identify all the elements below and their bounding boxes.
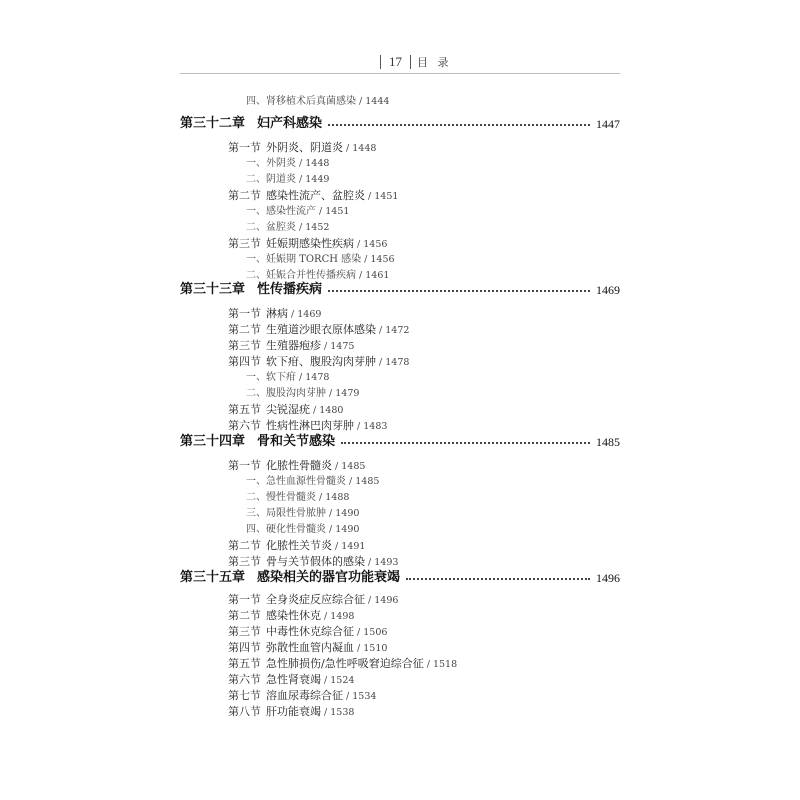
toc-section-entry[interactable]	[228, 322, 409, 339]
toc-subitem-entry[interactable]	[246, 204, 349, 220]
section-page-number: 1496	[374, 595, 399, 606]
toc-section-entry[interactable]	[228, 338, 354, 355]
page-separator: /	[356, 270, 366, 281]
subitem-label: 一、	[246, 372, 266, 383]
toc-subitem-entry[interactable]	[246, 370, 329, 386]
subitem-title: 肾移植术后真菌感染	[266, 96, 356, 107]
toc-subitem-entry[interactable]	[246, 252, 395, 268]
toc-section-entry[interactable]	[228, 140, 376, 157]
chapter-title: 感染相关的器官功能衰竭	[257, 570, 401, 585]
subitem-page-number: 1444	[365, 96, 390, 107]
section-label: 第三节	[228, 625, 261, 638]
subitem-label: 一、	[246, 476, 266, 487]
page-separator: /	[321, 675, 331, 686]
toc-section-entry[interactable]	[228, 624, 387, 641]
toc-subitem-entry[interactable]	[246, 506, 359, 522]
section-label: 第一节	[228, 307, 261, 320]
page-separator: /	[296, 372, 306, 383]
subitem-label: 二、	[246, 270, 266, 281]
page-separator: /	[354, 239, 364, 250]
subitem-label: 二、	[246, 174, 266, 185]
page-separator: /	[376, 325, 386, 336]
subitem-label: 一、	[246, 158, 266, 169]
toc-subitem-entry[interactable]	[246, 474, 379, 490]
page-separator: /	[321, 341, 331, 352]
subitem-title: 感染性流产	[266, 206, 316, 217]
toc-section-entry[interactable]	[228, 656, 457, 673]
subitem-title: 硬化性骨髓炎	[266, 524, 326, 535]
toc-section-entry[interactable]	[228, 306, 321, 323]
section-label: 第二节	[228, 189, 261, 202]
section-label: 第三节	[228, 555, 261, 568]
subitem-title: 妊娠期 TORCH 感染	[266, 254, 362, 265]
subitem-label: 二、	[246, 388, 266, 399]
toc-chapter-entry[interactable]	[180, 434, 620, 450]
toc-section-entry[interactable]	[228, 418, 387, 435]
toc-section-entry[interactable]	[228, 236, 387, 253]
page-separator: /	[343, 691, 353, 702]
section-title: 外阴炎、阴道炎	[266, 141, 343, 154]
toc-section-entry[interactable]	[228, 554, 398, 571]
subitem-title: 急性血源性骨髓炎	[266, 476, 346, 487]
subitem-label: 四、	[246, 96, 266, 107]
page-separator: /	[332, 541, 342, 552]
page-separator: /	[346, 476, 356, 487]
section-page-number: 1472	[385, 325, 410, 336]
section-page-number: 1510	[363, 643, 388, 654]
page-separator: /	[356, 96, 366, 107]
subitem-title: 外阴炎	[266, 158, 296, 169]
toc-section-entry[interactable]	[228, 592, 398, 609]
toc-chapter-entry[interactable]	[180, 282, 620, 298]
toc-section-entry[interactable]	[228, 688, 376, 705]
page-separator: /	[316, 206, 326, 217]
section-title: 化脓性骨髓炎	[266, 459, 332, 472]
chapter-page-number: 1496	[596, 571, 620, 585]
toc-subitem-entry[interactable]	[246, 94, 389, 110]
section-label: 第一节	[228, 593, 261, 606]
section-title: 性病性淋巴肉芽肿	[266, 419, 354, 432]
section-title: 尖锐湿疣	[266, 403, 310, 416]
section-title: 化脓性关节炎	[266, 539, 332, 552]
dot-leader	[406, 578, 590, 580]
section-title: 中毒性休克综合征	[266, 625, 354, 638]
section-page-number: 1475	[330, 341, 355, 352]
subitem-page-number: 1485	[355, 476, 380, 487]
section-page-number: 1485	[341, 461, 366, 472]
dot-leader	[328, 124, 590, 126]
section-page-number: 1456	[363, 239, 388, 250]
section-label: 第六节	[228, 673, 261, 686]
subitem-page-number: 1448	[305, 158, 330, 169]
subitem-page-number: 1456	[370, 254, 395, 265]
subitem-title: 腹股沟肉芽肿	[266, 388, 326, 399]
toc-section-entry[interactable]	[228, 458, 365, 475]
page-separator: /	[288, 309, 298, 320]
subitem-label: 二、	[246, 492, 266, 503]
section-page-number: 1448	[352, 143, 377, 154]
toc-section-entry[interactable]	[228, 672, 354, 689]
section-label: 第二节	[228, 609, 261, 622]
subitem-page-number: 1461	[365, 270, 390, 281]
subitem-label: 一、	[246, 206, 266, 217]
toc-subitem-entry[interactable]	[246, 490, 349, 506]
section-label: 第七节	[228, 689, 261, 702]
page-number: 17	[389, 54, 402, 69]
toc-section-entry[interactable]	[228, 704, 354, 721]
subitem-page-number: 1452	[305, 222, 330, 233]
section-title: 软下疳、腹股沟肉芽肿	[266, 355, 376, 368]
section-page-number: 1493	[374, 557, 399, 568]
chapter-label: 第三十四章	[180, 434, 246, 449]
toc-section-entry[interactable]	[228, 354, 409, 371]
section-title: 溶血尿毒综合征	[266, 689, 343, 702]
page-separator: /	[326, 388, 336, 399]
subitem-title: 阴道炎	[266, 174, 296, 185]
section-label: 第二节	[228, 323, 261, 336]
chapter-page-number: 1485	[596, 435, 620, 449]
subitem-label: 一、	[246, 254, 266, 265]
section-title: 生殖器疱疹	[266, 339, 321, 352]
page-separator: /	[321, 611, 331, 622]
page-separator: /	[296, 174, 306, 185]
section-title: 急性肾衰竭	[266, 673, 321, 686]
page-separator: /	[326, 508, 336, 519]
section-label: 第三节	[228, 339, 261, 352]
subitem-page-number: 1490	[335, 508, 360, 519]
toc-section-entry[interactable]	[228, 188, 398, 205]
subitem-title: 盆腔炎	[266, 222, 296, 233]
section-label: 第四节	[228, 641, 261, 654]
page-separator: /	[365, 595, 375, 606]
subitem-label: 四、	[246, 524, 266, 535]
page-separator: /	[376, 357, 386, 368]
section-page-number: 1498	[330, 611, 355, 622]
section-title: 生殖道沙眼衣原体感染	[266, 323, 376, 336]
toc-section-entry[interactable]	[228, 640, 387, 657]
section-page-number: 1478	[385, 357, 410, 368]
section-label: 第一节	[228, 459, 261, 472]
page-separator: /	[354, 643, 364, 654]
toc-section-entry[interactable]	[228, 538, 365, 555]
section-page-number: 1491	[341, 541, 366, 552]
section-page-number: 1534	[352, 691, 377, 702]
section-page-number: 1480	[319, 405, 344, 416]
section-page-number: 1451	[374, 191, 399, 202]
page-separator: /	[365, 191, 375, 202]
section-title: 弥散性血管内凝血	[266, 641, 354, 654]
page-separator: /	[343, 143, 353, 154]
section-label: 第二节	[228, 539, 261, 552]
chapter-title: 性传播疾病	[257, 282, 323, 297]
chapter-label: 第三十三章	[180, 282, 246, 297]
section-page-number: 1483	[363, 421, 388, 432]
section-label: 第三节	[228, 237, 261, 250]
toc-subitem-entry[interactable]	[246, 172, 329, 188]
section-title: 全身炎症反应综合征	[266, 593, 365, 606]
toc-chapter-entry[interactable]	[180, 570, 620, 586]
section-label: 第一节	[228, 141, 261, 154]
chapter-label: 第三十五章	[180, 570, 246, 585]
section-page-number: 1469	[297, 309, 322, 320]
header-rule	[180, 73, 620, 74]
running-header	[380, 52, 452, 72]
section-title: 感染性流产、盆腔炎	[266, 189, 365, 202]
section-page-number: 1506	[363, 627, 388, 638]
subitem-label: 二、	[246, 222, 266, 233]
page-separator: /	[365, 557, 375, 568]
section-label: 第六节	[228, 419, 261, 432]
toc-section-entry[interactable]	[228, 402, 343, 419]
subitem-title: 妊娠合并性传播疾病	[266, 270, 356, 281]
toc-subitem-entry[interactable]	[246, 386, 359, 402]
header-title: 目 录	[417, 56, 452, 69]
toc-section-entry[interactable]	[228, 608, 354, 625]
chapter-title: 骨和关节感染	[257, 434, 336, 449]
toc-subitem-entry[interactable]	[246, 156, 329, 172]
page-separator: /	[423, 659, 433, 670]
section-page-number: 1538	[330, 707, 355, 718]
subitem-page-number: 1478	[305, 372, 330, 383]
section-title: 妊娠期感染性疾病	[266, 237, 354, 250]
section-title: 肝功能衰竭	[266, 705, 321, 718]
toc-subitem-entry[interactable]	[246, 220, 329, 236]
section-label: 第五节	[228, 657, 261, 670]
section-label: 第四节	[228, 355, 261, 368]
subitem-title: 慢性骨髓炎	[266, 492, 316, 503]
subitem-page-number: 1479	[335, 388, 360, 399]
section-page-number: 1518	[432, 659, 458, 670]
chapter-page-number: 1469	[596, 283, 620, 297]
subitem-label: 三、	[246, 508, 266, 519]
section-label: 第五节	[228, 403, 261, 416]
section-title: 骨与关节假体的感染	[266, 555, 365, 568]
chapter-page-number: 1447	[596, 117, 620, 131]
page-separator: /	[326, 524, 336, 535]
page-separator: /	[354, 627, 364, 638]
dot-leader	[341, 442, 590, 444]
page-separator: /	[332, 461, 342, 472]
page-separator: /	[310, 405, 320, 416]
toc-chapter-entry[interactable]	[180, 116, 620, 132]
subitem-page-number: 1490	[335, 524, 360, 535]
page-separator: /	[296, 158, 306, 169]
dot-leader	[328, 290, 590, 292]
toc-subitem-entry[interactable]	[246, 522, 359, 538]
section-label: 第八节	[228, 705, 261, 718]
section-title: 感染性休克	[266, 609, 321, 622]
subitem-title: 软下疳	[266, 372, 296, 383]
section-title: 急性肺损伤/急性呼吸窘迫综合征	[266, 657, 424, 670]
section-page-number: 1524	[330, 675, 355, 686]
page-separator: /	[316, 492, 326, 503]
chapter-label: 第三十二章	[180, 116, 246, 131]
section-title: 淋病	[266, 307, 288, 320]
chapter-title: 妇产科感染	[257, 116, 323, 131]
subitem-title: 局限性骨脓肿	[266, 508, 326, 519]
subitem-page-number: 1488	[325, 492, 350, 503]
page-separator: /	[321, 707, 331, 718]
page-separator: /	[354, 421, 364, 432]
subitem-page-number: 1451	[325, 206, 350, 217]
page-separator: /	[361, 254, 371, 265]
subitem-page-number: 1449	[305, 174, 330, 185]
page-separator: /	[296, 222, 306, 233]
